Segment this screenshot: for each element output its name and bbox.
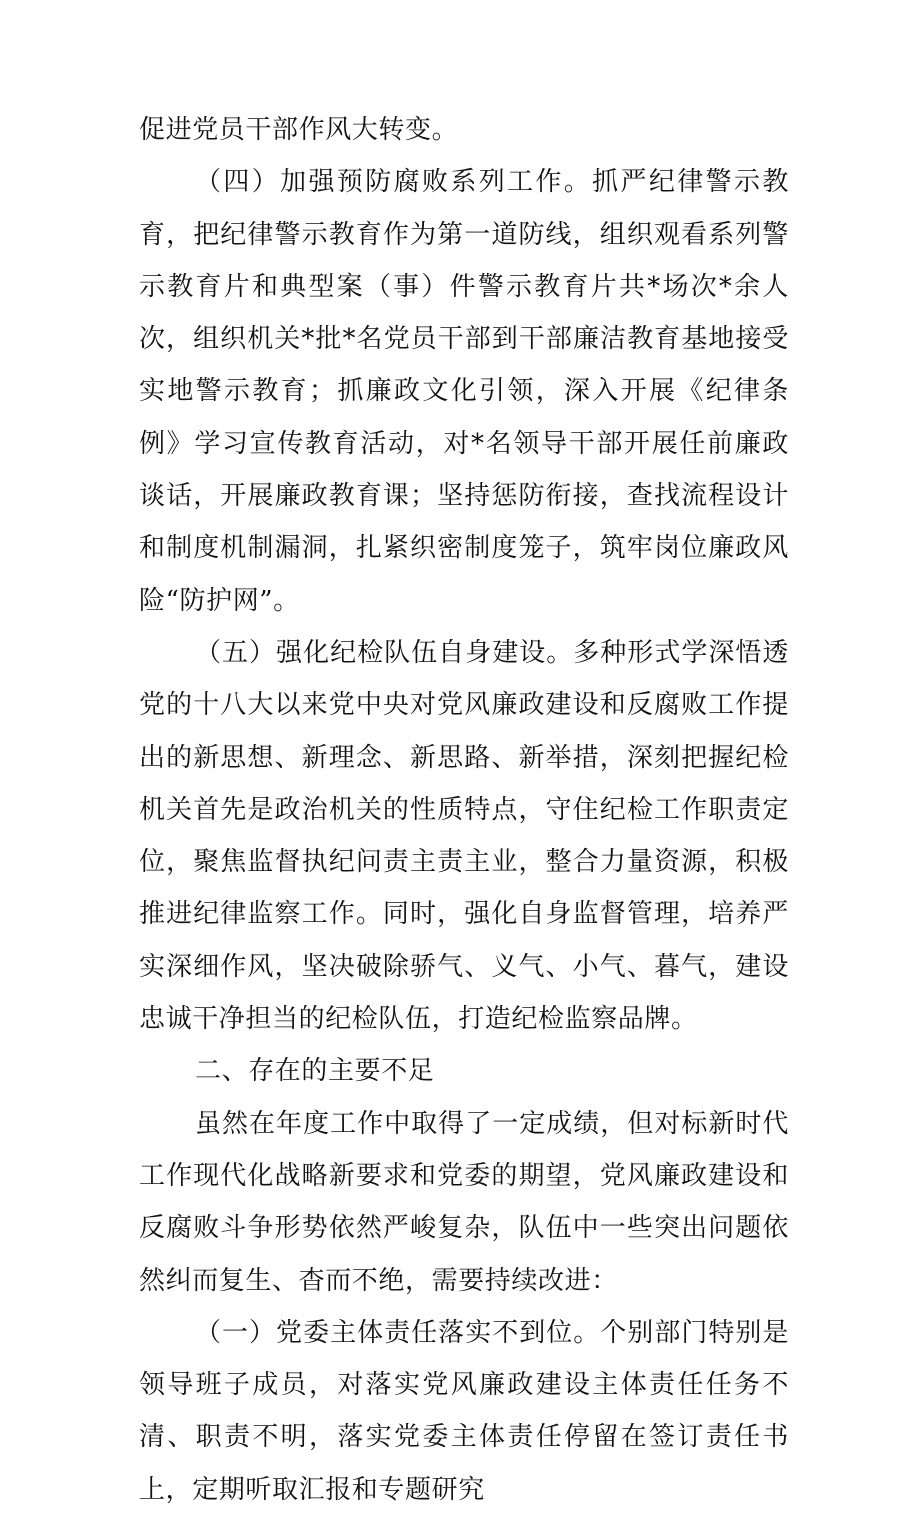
paragraph-shortcoming-one: （一）党委主体责任落实不到位。个别部门特别是领导班子成员，对落实党风廉政建设主体责任任务不清、职责不明，落实党委主体责任停留在签订责任书上，定期听取汇报和专题研究 [139, 1317, 789, 1505]
document-body [139, 104, 789, 1516]
section-heading-shortcomings: 二、存在的主要不足 [195, 1056, 435, 1087]
paragraph-section-four: （四）加强预防腐败系列工作。抓严纪律警示教育，把纪律警示教育作为第一道防线，组织观看系列警示教育片和典型案（事）件警示教育片共*场次*余人次，组织机关*批*名党员干部到干部廉洁教育基地接受实地警示教育；抓廉政文化引领，深入开展《纪律条例》学习宣传教育活动，对*名领导干部开展任前廉政谈话，开展廉政教育课；坚持惩防衔接，查找流程设计和制度机制漏洞，扎紧织密制度笼子，筑牢岗位廉政风险“防护网”。 [139, 167, 789, 616]
paragraph-continuation: 促进党员干部作风大转变。 [139, 115, 459, 145]
paragraph-section-five: （五）强化纪检队伍自身建设。多种形式学深悟透党的十八大以来党中央对党风廉政建设和反腐败工作提出的新思想、新理念、新思路、新举措，深刻把握纪检机关首先是政治机关的性质特点，守住纪检工作职责定位，聚焦监督执纪问责主责主业，整合力量资源，积极推进纪律监察工作。同时，强化自身监督管理，培养严实深细作风，坚决破除骄气、义气、小气、暮气，建设忠诚干净担当的纪检队伍，打造纪检监察品牌。 [139, 637, 789, 1035]
paragraph-shortcomings-intro: 虽然在年度工作中取得了一定成绩，但对标新时代工作现代化战略新要求和党委的期望，党风廉政建设和反腐败斗争形势依然严峻复杂，队伍中一些突出问题依然纠而复生、杳而不绝，需要持续改进： [139, 1108, 789, 1296]
